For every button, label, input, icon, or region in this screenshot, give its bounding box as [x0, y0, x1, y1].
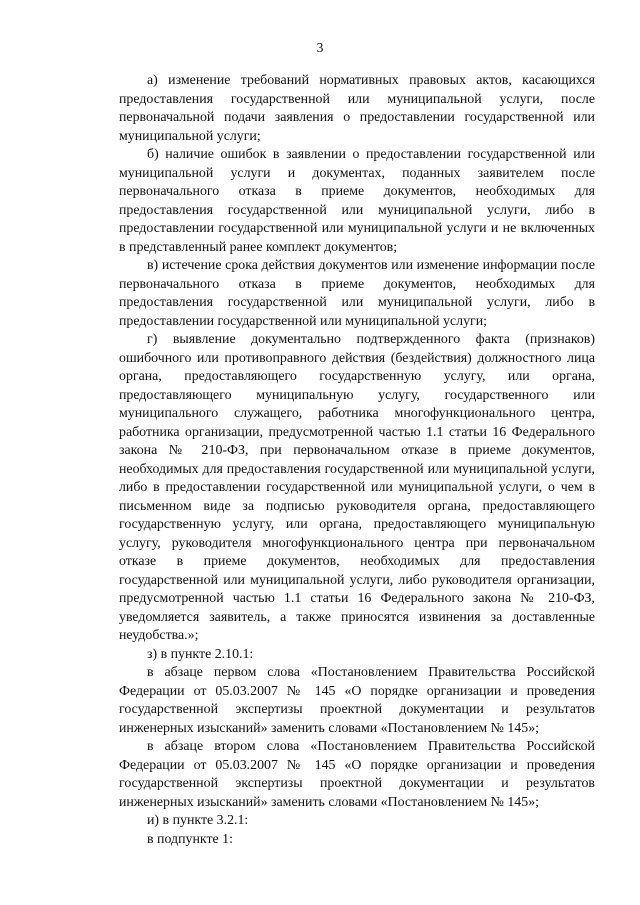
- paragraph-item-v: в) истечение срока действия документов или изменение информации после первоначального отказа в приеме документов, необходимых для предоставления государственной или муниципальной услуги, либо в предоставлении государственной или муниципальной услуги;: [119, 258, 595, 329]
- page-number: 3: [316, 40, 324, 55]
- paragraph-item-a: а) изменение требований нормативных правовых актов, касающихся предоставления государственной или муниципальной услуги, после первоначальной подачи заявления о предоставлении государственной или муниципальной услуги;: [119, 73, 595, 144]
- paragraph-first-indent-change: в абзаце первом слова «Постановлением Правительства Российской Федерации от 05.03.2007 № 145 «О порядке организации и проведения государственной экспертизы проектной документации и результатов инженерных изысканий» заменить словами «Постановлением № 145»;: [119, 665, 595, 736]
- paragraph-item-b: б) наличие ошибок в заявлении о предоставлении государственной или муниципальной услуги и документах, поданных заявителем после первоначального отказа в приеме документов, необходимых для предоставления государственной или муниципальной услуги, либо в предоставлении государственной или муниципальной услуги и не включенных в представленный ранее комплект документов;: [119, 147, 595, 255]
- paragraph-second-indent-change: в абзаце втором слова «Постановлением Правительства Российской Федерации от 05.03.2007 № 145 «О порядке организации и проведения государственной экспертизы проектной документации и результатов инженерных изысканий» заменить словами «Постановлением № 145»;: [119, 739, 595, 810]
- document-body: [119, 72, 595, 849]
- paragraph-item-z: з) в пункте 2.10.1:: [147, 646, 254, 662]
- paragraph-item-i: и) в пункте 3.2.1:: [147, 813, 249, 828]
- paragraph-subitem-1: в подпункте 1:: [147, 831, 233, 847]
- paragraph-item-g: г) выявление документально подтвержденного факта (признаков) ошибочного или противоправного действия (бездействия) должностного лица органа, предоставляющего государственную услугу, или органа, предоставляющего муниципальную услугу, государственного или муниципального служащего, работника многофункционального центра, работника организации, предусмотренной частью 1.1 статьи 16 Федерального закона № 210-ФЗ, при первоначальном отказе в приеме документов, необходимых для предоставления государственной или муниципальной услуги, либо в предоставлении государственной или муниципальной услуги, о чем в письменном виде за подписью руководителя органа, предоставляющего государственную услугу, или органа, предоставляющего муниципальную услугу, руководителя многофункционального центра при первоначальном отказе в приеме документов, необходимых для предоставления государственной или муниципальной услуги, либо руководителя организации, предусмотренной частью 1.1 статьи 16 Федерального закона № 210-ФЗ, уведомляется заявитель, а также приносятся извинения за доставленные неудобства.»;: [119, 332, 595, 643]
